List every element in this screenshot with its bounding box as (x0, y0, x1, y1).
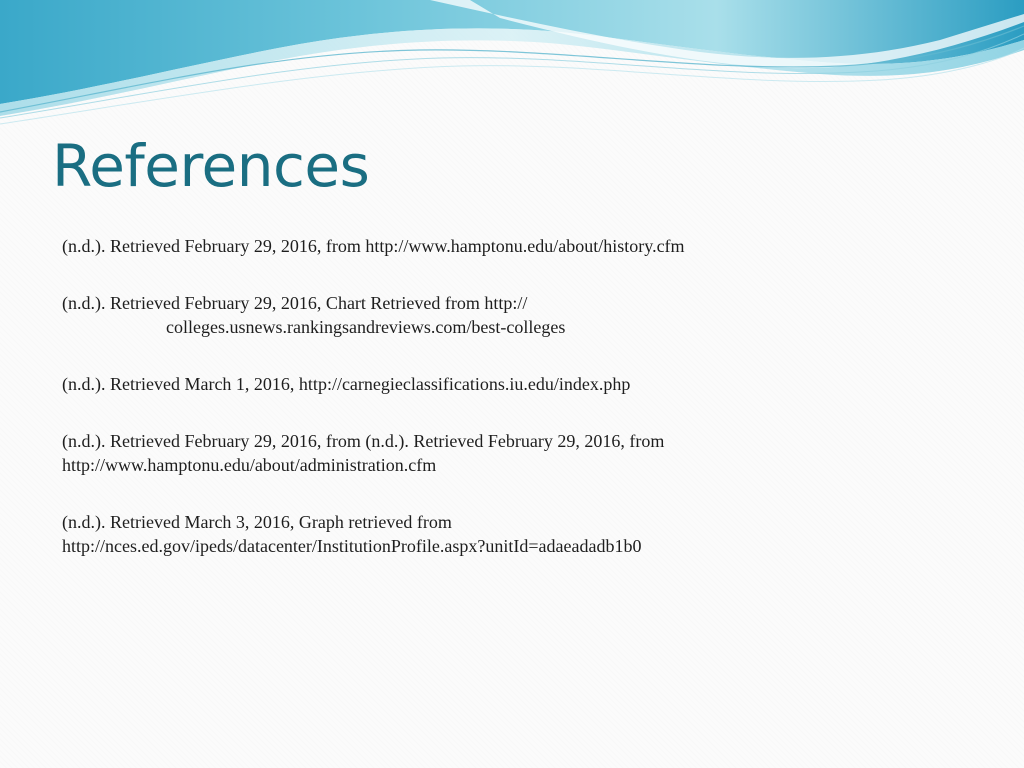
reference-text: (n.d.). Retrieved February 29, 2016, from (n.d.). Retrieved February 29, 2016, from (62, 431, 665, 451)
reference-text: (n.d.). Retrieved February 29, 2016, from http://www.hamptonu.edu/about/history.cfm (62, 236, 685, 256)
slide-title: References (52, 132, 370, 200)
reference-item (62, 510, 982, 558)
reference-text: (n.d.). Retrieved March 3, 2016, Graph retrieved from (62, 512, 452, 532)
reference-text: (n.d.). Retrieved February 29, 2016, Chart Retrieved from http:// (62, 293, 528, 313)
reference-list (62, 234, 982, 558)
reference-item (62, 291, 982, 339)
reference-item (62, 372, 982, 396)
header-wave-decoration (0, 0, 1024, 130)
reference-text-continued: http://nces.ed.gov/ipeds/datacenter/InstitutionProfile.aspx?unitId=adaeadadb1b0 (62, 536, 642, 556)
reference-item (62, 234, 982, 258)
reference-text: (n.d.). Retrieved March 1, 2016, http://carnegieclassifications.iu.edu/index.php (62, 374, 631, 394)
reference-text-continued: http://www.hamptonu.edu/about/administration.cfm (62, 455, 437, 475)
reference-item (62, 429, 982, 477)
reference-text-continued: colleges.usnews.rankingsandreviews.com/best-colleges (166, 317, 566, 337)
